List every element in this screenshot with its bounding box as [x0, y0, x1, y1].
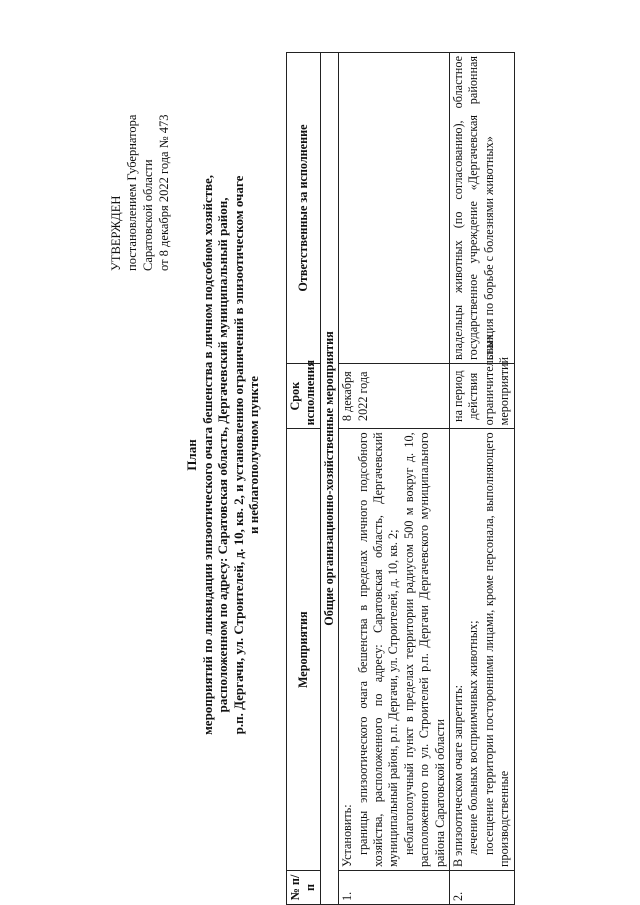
table-row [450, 53, 515, 905]
approval-stamp [108, 21, 172, 271]
deadline-cell: 8 декабря 2022 года [339, 364, 450, 429]
activity-paragraph: лечение больных восприимчивых животных; [466, 620, 481, 856]
activity-paragraph: неблагополучный пункт в пределах территории радиусом 500 м вокруг д. 10, расположенного по ул. Строителей р.п. Дергачи Дергачевского муниципального района Саратовской области [401, 432, 447, 868]
activity-paragraph: границы эпизоотического очага бешенства в пределах личного подсобного хозяйства, расположенного по адресу: Саратовская область, Дергачевский муниципальный район, р.п. Дергачи, ул. Строителей, д. 10, кв. 2; [355, 432, 401, 868]
header-activity: Мероприятия [287, 429, 321, 871]
approval-line: постановлением Губернатора [125, 114, 139, 271]
header-num: № п/п [287, 871, 321, 905]
row-number: 2. [450, 871, 515, 905]
table-header-row [287, 53, 321, 905]
activity-cell [450, 429, 515, 871]
title-heading: План [184, 439, 199, 471]
document-title [184, 45, 262, 865]
title-line: мероприятий по ликвидации эпизоотического очага бешенства в личном подсобном хозяйстве, [199, 174, 215, 736]
header-deadline: Срок исполнения [287, 364, 321, 429]
deadline-cell: на период действия ограничительных мероприятий [450, 364, 515, 429]
row-number: 1. [339, 871, 450, 905]
table-row [339, 53, 450, 905]
title-line: расположенном по адресу: Саратовская область, Дергачевский муниципальный район, [215, 197, 231, 713]
responsible-cell: владельцы животных (по согласованию), областное государственное учреждение «Дергачевская районная станция по борьбе с болезнями животных» [450, 53, 515, 364]
activity-paragraph: посещение территории посторонними лицами, кроме персонала, выполняющего производственные [481, 432, 512, 868]
header-responsible: Ответственные за исполнение [287, 53, 321, 364]
approval-date: от 8 декабря 2022 года № 473 [157, 114, 171, 271]
activity-intro: Установить: [340, 804, 355, 868]
section-title: Общие организационно-хозяйственные мероприятия [320, 53, 338, 905]
approval-heading: УТВЕРЖДЕН [109, 195, 123, 271]
title-line: и неблагополучном пункте [246, 376, 262, 534]
responsible-cell [339, 53, 450, 364]
title-line: р.п. Дергачи, ул. Строителей, д. 10, кв. 2, и установлению ограничений в эпизоотическом очаге [230, 175, 246, 735]
section-row [320, 53, 338, 905]
approval-line: Саратовской области [141, 159, 155, 271]
activity-cell [339, 429, 450, 871]
plan-table [286, 52, 515, 905]
activity-intro: В эпизоотическом очаге запретить: [451, 684, 466, 868]
